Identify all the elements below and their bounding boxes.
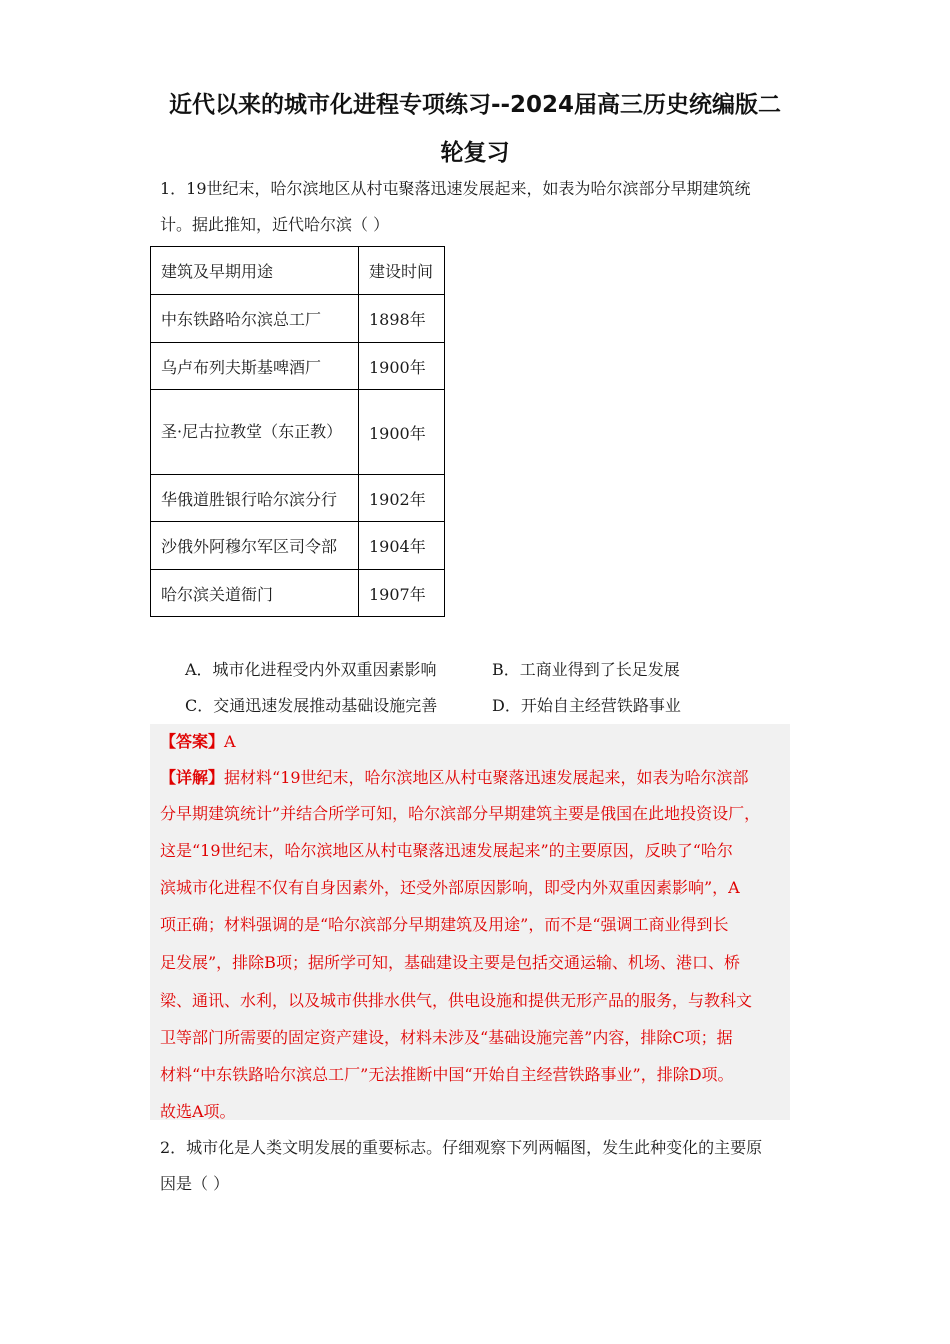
option-d[interactable]: D．开始自主经营铁路事业 [492,696,681,715]
table-cell: 哈尔滨关道衙门 [151,570,359,617]
option-b[interactable]: B．工商业得到了长足发展 [492,660,680,679]
table-header-cell: 建筑及早期用途 [151,247,359,295]
q2-stem-line2: 因是（ ） [160,1174,230,1193]
table-cell: 1900年 [359,390,445,475]
table-row [151,390,445,475]
detail-line: 这是“19世纪末，哈尔滨地区从村屯聚落迅速发展起来”的主要原因，反映了“哈尔 [160,841,733,860]
q1-stem-line2: 计。据此推知，近代哈尔滨（ ） [160,215,390,234]
q2-stem-line1: 2．城市化是人类文明发展的重要标志。仔细观察下列两幅图，发生此种变化的主要原 [160,1138,763,1157]
table-cell: 1898年 [359,295,445,343]
document-title-line2: 轮复习 [440,140,510,166]
table-cell: 1907年 [359,570,445,617]
table-row [151,343,445,390]
detail-line: 滨城市化进程不仅有自身因素外，还受外部原因影响，即受内外双重因素影响”，A [160,878,740,897]
table-row [151,570,445,617]
table-cell: 沙俄外阿穆尔军区司令部 [151,522,359,570]
detail-text: 据材料“19世纪末，哈尔滨地区从村屯聚落迅速发展起来，如表为哈尔滨部 [224,768,749,787]
detail-label: 【详解】 [160,768,225,787]
q1-stem-line1: 1．19世纪末，哈尔滨地区从村屯聚落迅速发展起来，如表为哈尔滨部分早期建筑统 [160,179,751,198]
detail-line: 项正确；材料强调的是“哈尔滨部分早期建筑及用途”，而不是“强调工商业得到长 [160,915,729,934]
table-cell: 1904年 [359,522,445,570]
table-cell: 1900年 [359,343,445,390]
detail-line [160,765,749,788]
detail-line: 梁、通讯、水利，以及城市供排水供气，供电设施和提供无形产品的服务，与教科文 [160,991,753,1010]
answer-line [160,729,236,752]
table-header-row [151,247,445,295]
option-c[interactable]: C．交通迅速发展推动基础设施完善 [185,696,438,715]
answer-label: 【答案】 [160,732,225,751]
detail-line: 足发展”，排除B项；据所学可知，基础建设主要是包括交通运输、机场、港口、桥 [160,953,740,972]
answer-value: A [224,732,236,751]
table-row [151,295,445,343]
table-header-cell: 建设时间 [359,247,445,295]
building-table [150,246,445,617]
table-row [151,522,445,570]
detail-line: 故选A项。 [160,1102,236,1121]
table-cell: 圣·尼古拉教堂（东正教） [151,390,359,475]
detail-line: 材料“中东铁路哈尔滨总工厂”无法推断中国“开始自主经营铁路事业”，排除D项。 [160,1065,734,1084]
table-cell: 乌卢布列夫斯基啤酒厂 [151,343,359,390]
detail-line: 分早期建筑统计”并结合所学可知，哈尔滨部分早期建筑主要是俄国在此地投资设厂， [160,804,761,823]
document-title-line1: 近代以来的城市化进程专项练习--2024届高三历史统编版二 [168,92,782,118]
detail-line: 卫等部门所需要的固定资产建设，材料未涉及“基础设施完善”内容，排除C项；据 [160,1028,733,1047]
table-cell: 1902年 [359,475,445,522]
table-cell: 华俄道胜银行哈尔滨分行 [151,475,359,522]
table-row [151,475,445,522]
option-a[interactable]: A．城市化进程受内外双重因素影响 [185,660,437,679]
table-cell: 中东铁路哈尔滨总工厂 [151,295,359,343]
